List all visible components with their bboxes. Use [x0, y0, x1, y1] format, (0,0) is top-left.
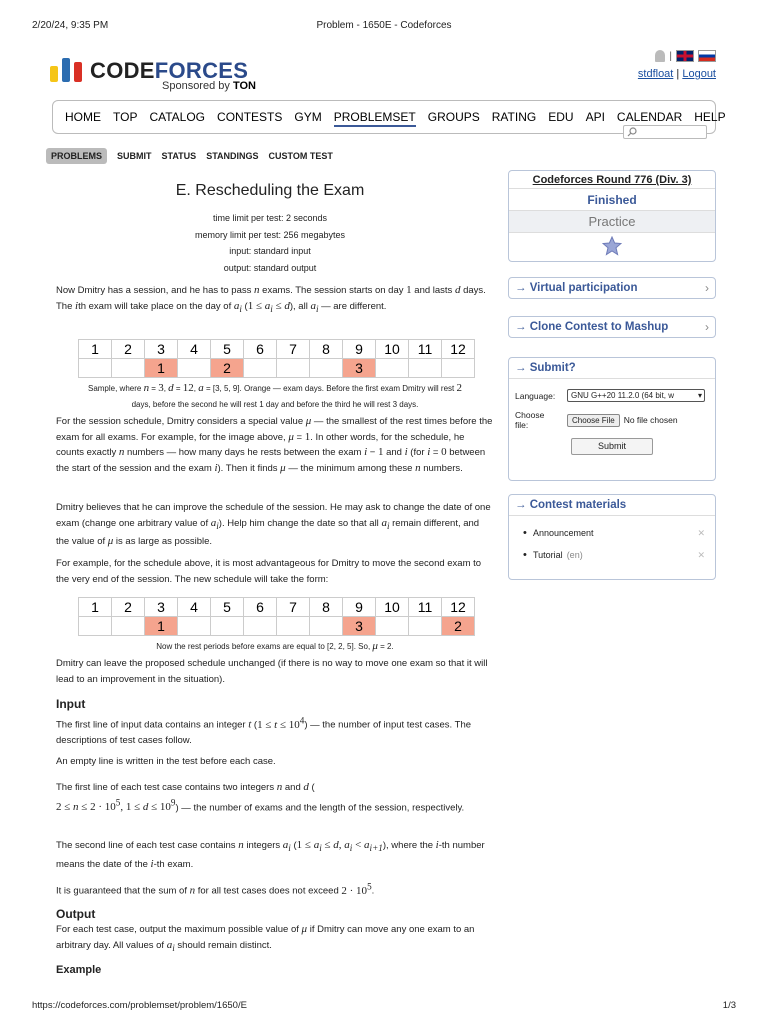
day-cell: 12 [442, 598, 475, 617]
statement-paragraph-3: Dmitry believes that he can improve the schedule of the session. He may ask to change the date of one exam (change one arbitrary value of $a_i$). Help him change the date so that all $a_i$ remain different, and the value of μ is as large as possible. [56, 502, 491, 548]
menu-item-top[interactable]: TOP [113, 110, 138, 124]
exam-cell [277, 359, 310, 378]
input-paragraph-5: It is guaranteed that the sum of n for all test cases does not exceed $2 \cdot 10^5$. [56, 881, 375, 897]
clone-contest-label: → Clone Contest to Mashup [515, 321, 669, 333]
exam-cell [112, 359, 145, 378]
schedule-caption-1: Sample, where n = 3, d = 12, a = [3, 5, 9]. Orange — exam days. Before the first exam Dmitry will rest 2 days, before the second he will rest 1 day and before the third he will rest 3 days. [87, 382, 462, 409]
exam-cell [409, 359, 442, 378]
contest-round-box [508, 170, 716, 262]
subnav-submit[interactable]: SUBMIT [117, 151, 152, 161]
day-cell: 10 [376, 598, 409, 617]
codeforces-logo[interactable] [50, 54, 270, 94]
no-file-text: No file chosen [623, 415, 678, 425]
day-cell: 9 [343, 598, 376, 617]
subnav-status[interactable]: STATUS [161, 151, 197, 161]
statement-paragraph-2: For the session schedule, Dmitry considers a special value μ — the smallest of the rest times before the exam for all exams. For example, for the image above, μ = 1. In other words, for the schedule, he counts exactly n numbers — how many days he rests between the exam i − 1 and i (for i = 0 between the start of the session and the exam i). Then it finds μ — the minimum among these n numbers. [56, 415, 493, 474]
input-paragraph-2: An empty line is written in the test before each case. [56, 756, 276, 767]
exam-cell: 3 [343, 359, 376, 378]
day-cell: 11 [409, 340, 442, 359]
print-header [32, 20, 736, 32]
exam-cell [244, 617, 277, 636]
exam-cell: 1 [145, 617, 178, 636]
menu-item-problemset[interactable]: PROBLEMSET [334, 110, 416, 127]
day-cell: 4 [178, 340, 211, 359]
statement-paragraph-1: Now Dmitry has a session, and he has to pass n exams. The session starts on day 1 and lasts d days. The ith exam will take place on the day of $a_i$ $(1 \le a_i \le d)$, all $a_i$ — are different. [56, 284, 486, 314]
day-cell: 6 [244, 340, 277, 359]
day-cell: 3 [145, 340, 178, 359]
input-paragraph-3: The first line of each test case contains two integers n and d ( $2 \le n \le 2 \cdot 10^5$, $1 \le d \le 10^9$) — the number of exams and the length of the session, respectively. [56, 781, 465, 814]
day-cell: 8 [310, 340, 343, 359]
input-section-title: Input [56, 697, 86, 711]
chevron-down-icon: ▾ [697, 391, 702, 400]
logo-bars-icon [50, 56, 84, 82]
exam-cell [211, 617, 244, 636]
print-title: Problem - 1650E - Codeforces [316, 20, 452, 31]
subnav-standings[interactable]: STANDINGS [206, 151, 259, 161]
time-limit: time limit per test: 2 seconds [212, 213, 328, 223]
day-cell: 11 [409, 598, 442, 617]
schedule-table-2 [78, 597, 475, 636]
day-cell: 1 [79, 340, 112, 359]
day-cell: 5 [211, 598, 244, 617]
menu-item-calendar[interactable]: CALENDAR [616, 110, 683, 124]
menu-item-api[interactable]: API [585, 110, 605, 124]
virtual-participation-label: → Virtual participation [515, 282, 638, 294]
logout-link[interactable]: Logout [682, 68, 716, 80]
menu-item-gym[interactable]: GYM [294, 110, 322, 124]
exam-cell: 1 [145, 359, 178, 378]
subnav-custom-test[interactable]: CUSTOM TEST [268, 151, 333, 161]
exam-cell: 2 [211, 359, 244, 378]
menu-item-contests[interactable]: CONTESTS [217, 110, 283, 124]
exam-cell [442, 359, 475, 378]
day-cell: 5 [211, 340, 244, 359]
username-link[interactable]: stdfloat [637, 68, 674, 80]
round-status-finished: Finished [509, 189, 715, 211]
menu-item-groups[interactable]: GROUPS [427, 110, 480, 124]
subnav-problems[interactable]: PROBLEMS [46, 148, 107, 164]
exam-cell [277, 617, 310, 636]
main-menu [52, 100, 726, 134]
submit-button[interactable]: Submit [571, 438, 653, 455]
search-icon [627, 127, 637, 137]
logo-wordmark: CODEFORCES [90, 58, 249, 83]
input-paragraph-1: The first line of input data contains an integer t $(1 \le t \le 10^4)$ — the number of input test cases. The descriptions of test cases follow. [56, 715, 472, 747]
user-divider: | [676, 68, 680, 80]
print-page-number: 1/3 [722, 1000, 736, 1011]
chevron-right-icon: › [705, 320, 709, 334]
close-icon: ✕ [697, 550, 705, 560]
output-spec: output: standard output [223, 262, 317, 273]
material-item[interactable]: • Tutorial (en) ✕ [523, 550, 707, 560]
virtual-participation-box[interactable] [508, 277, 716, 299]
print-date: 2/20/24, 9:35 PM [32, 20, 109, 31]
output-paragraph: For each test case, output the maximum possible value of μ if Dmitry can move any one exam to an arbitrary day. All values of $a_i$ should remain distinct. [56, 923, 475, 953]
exam-cell: 2 [442, 617, 475, 636]
day-cell: 2 [112, 598, 145, 617]
day-cell: 4 [178, 598, 211, 617]
print-url: https://codeforces.com/problemset/problem/1650/E [32, 1000, 247, 1011]
exam-cell [376, 359, 409, 378]
menu-item-catalog[interactable]: CATALOG [149, 110, 206, 124]
exam-cell [409, 617, 442, 636]
input-spec: input: standard input [229, 246, 311, 256]
round-name-link[interactable]: Codeforces Round 776 (Div. 3) [509, 171, 715, 189]
menu-item-help[interactable]: HELP [694, 110, 726, 124]
menu-item-rating[interactable]: RATING [491, 110, 537, 124]
problem-subnav [46, 148, 343, 164]
day-cell: 7 [277, 340, 310, 359]
print-footer [32, 1000, 736, 1012]
english-flag-icon[interactable] [676, 50, 694, 62]
exam-cell [79, 617, 112, 636]
day-cell: 9 [343, 340, 376, 359]
language-label: Language: [515, 390, 556, 401]
user-area: | stdfloat | Logout [637, 50, 716, 80]
choose-file-label: Choose file: [515, 410, 545, 430]
submit-box-title: → Submit? [515, 362, 576, 374]
exam-cell [310, 617, 343, 636]
input-paragraph-4: The second line of each test case contains n integers $a_i$ ($1 \le a_i \le d$, $a_i < a_{i+1}$), where the i-th number means the date of the i-th exam. [56, 839, 485, 870]
exam-cell [112, 617, 145, 636]
day-cell: 12 [442, 340, 475, 359]
contest-materials-title: → Contest materials [515, 499, 627, 511]
practice-link[interactable]: Practice [509, 211, 715, 233]
choose-file-button[interactable]: Choose File [567, 414, 620, 427]
search-input[interactable] [623, 125, 707, 139]
day-cell: 2 [112, 340, 145, 359]
russian-flag-icon[interactable] [698, 50, 716, 62]
schedule-table-1 [78, 339, 475, 378]
exam-cell [178, 359, 211, 378]
favorite-star-icon[interactable] [509, 233, 715, 261]
exam-cell [376, 617, 409, 636]
day-cell: 7 [277, 598, 310, 617]
contest-materials-box [508, 494, 716, 580]
statement-paragraph-4: For example, for the schedule above, it is most advantageous for Dmitry to move the second exam to the very end of the session. The new schedule will take the form: [56, 558, 482, 585]
notification-bell-icon[interactable] [655, 50, 665, 62]
problem-limits [50, 210, 490, 276]
exam-cell [178, 617, 211, 636]
example-section-title: Example [56, 964, 102, 976]
schedule-caption-2: Now the rest periods before exams are equal to [2, 2, 5]. So, μ = 2. [156, 640, 394, 652]
menu-item-edu[interactable]: EDU [548, 110, 574, 124]
problem-title: E. Rescheduling the Exam [175, 182, 365, 199]
day-cell: 8 [310, 598, 343, 617]
exam-cell [310, 359, 343, 378]
clone-contest-box[interactable] [508, 316, 716, 338]
statement-paragraph-5: Dmitry can leave the proposed schedule unchanged (if there is no way to move one exam so that it will lead to an improvement in the situation). [56, 658, 488, 685]
day-cell: 10 [376, 340, 409, 359]
day-cell: 6 [244, 598, 277, 617]
exam-cell [79, 359, 112, 378]
sponsor-text: Sponsored by TON [162, 80, 256, 92]
submit-box [508, 357, 716, 481]
memory-limit: memory limit per test: 256 megabytes [194, 229, 346, 240]
exam-cell [244, 359, 277, 378]
close-icon: ✕ [697, 528, 705, 538]
day-cell: 1 [79, 598, 112, 617]
material-item[interactable]: • Announcement ✕ [523, 528, 707, 538]
menu-item-home[interactable]: HOME [65, 110, 101, 124]
output-section-title: Output [56, 907, 96, 921]
day-cell: 3 [145, 598, 178, 617]
exam-cell: 3 [343, 617, 376, 636]
language-select[interactable]: GNU G++20 11.2.0 (64 bit, w ▾ [567, 389, 705, 402]
chevron-right-icon: › [705, 281, 709, 295]
schedule-caption-1-line2: days, before the second he will rest 1 day and before the third he will rest 3 days. [131, 400, 419, 409]
